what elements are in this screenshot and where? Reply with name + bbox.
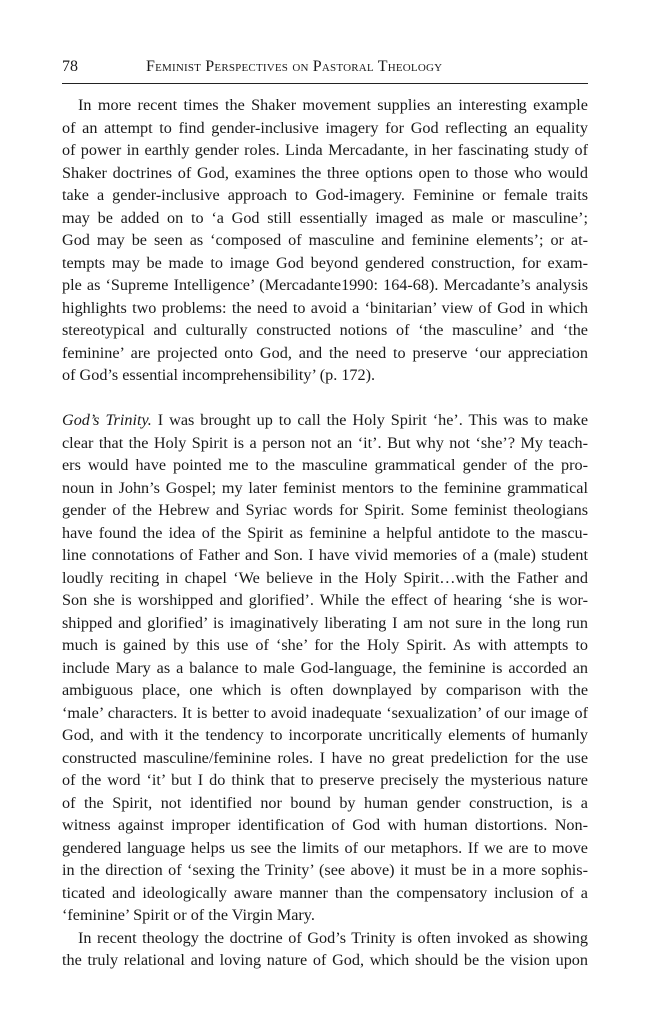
body-text bbox=[62, 94, 588, 972]
text-line: of power in earthly gender roles. Linda Mercadante, in her fascinating study of bbox=[62, 141, 588, 159]
paragraph-recent-theology bbox=[62, 927, 588, 972]
text-line: loudly reciting in chapel ‘We believe in the Holy Spirit…with the Father and bbox=[62, 568, 588, 587]
text-line: Shaker doctrines of God, examines the three options open to those who would bbox=[62, 163, 588, 182]
section-run-in-heading: God’s Trinity. bbox=[62, 411, 152, 429]
text-line: noun in John’s Gospel; my later feminist mentors to the feminine grammatical bbox=[62, 478, 588, 497]
text-line: the truly relational and loving nature of God, which should be the vision upon bbox=[62, 951, 588, 969]
text-line: of the word ‘it’ but I do think that to preserve precisely the mysterious nature bbox=[62, 771, 588, 789]
text-line: much is gained by this use of ‘she’ for the Holy Spirit. As with attempts to bbox=[62, 636, 588, 654]
text-line-rest: I was brought up to call the Holy Spirit ‘he’. This was to make bbox=[151, 411, 589, 429]
text-line: take a gender-inclusive approach to God-imagery. Feminine or female traits bbox=[62, 186, 588, 204]
text-line: Son she is worshipped and glorified’. While the effect of hearing ‘she is wor- bbox=[62, 591, 588, 609]
text-line: gendered language helps us see the limits of our metaphors. If we are to move bbox=[62, 838, 588, 857]
text-line: highlights two problems: the need to avoid a ‘binitarian’ view of God in which bbox=[62, 298, 588, 317]
text-line: ‘feminine’ Spirit or of the Virgin Mary. bbox=[62, 906, 315, 924]
header-rule bbox=[62, 83, 588, 84]
text-line: of God’s essential incomprehensibility’ (p. 172). bbox=[62, 366, 376, 384]
text-line: God may be seen as ‘composed of masculine and feminine elements’; or at- bbox=[62, 231, 588, 249]
paragraph-gods-trinity bbox=[62, 409, 588, 927]
text-line: include Mary as a balance to male God-language, the feminine is accorded an bbox=[62, 658, 588, 677]
text-line bbox=[62, 409, 588, 432]
text-line: constructed masculine/feminine roles. I have no great predeliction for the use bbox=[62, 748, 588, 767]
text-line: witness against improper identification of God with human distortions. Non- bbox=[62, 816, 588, 834]
page-header bbox=[62, 58, 588, 82]
running-head: Feminist Perspectives on Pastoral Theology bbox=[146, 58, 443, 75]
text-line: gender of the Hebrew and Syriac words for Spirit. Some feminist theologians bbox=[62, 501, 588, 519]
text-line: ‘male’ characters. It is better to avoid inadequate ‘sexualization’ of our image of bbox=[62, 703, 588, 722]
paragraph-gap bbox=[62, 387, 588, 410]
text-line: clear that the Holy Spirit is a person not an ‘it’. But why not ‘she’? My teach- bbox=[62, 433, 588, 452]
text-line: shipped and glorified’ is imaginatively liberating I am not sure in the long run bbox=[62, 613, 588, 632]
text-line: ambiguous place, one which is often downplayed by comparison with the bbox=[62, 681, 588, 699]
text-line: ticated and ideologically aware manner than the compensatory inclusion of a bbox=[62, 883, 588, 902]
text-line: feminine’ are projected onto God, and the need to preserve ‘our appreciation bbox=[62, 343, 588, 362]
text-line: of the Spirit, not identified nor bound by human gender construction, is a bbox=[62, 793, 588, 812]
text-line: stereotypical and culturally constructed notions of ‘the masculine’ and ‘the bbox=[62, 321, 588, 339]
text-line: In more recent times the Shaker movement supplies an interesting example bbox=[78, 96, 588, 114]
text-line: God, and with it the tendency to incorporate uncritically elements of humanly bbox=[62, 726, 588, 744]
page-number: 78 bbox=[62, 58, 78, 75]
text-line: line connotations of Father and Son. I have vivid memories of a (male) student bbox=[62, 546, 588, 564]
text-line: may be added on to ‘a God still essentially imaged as male or masculine’; bbox=[62, 208, 588, 227]
text-line: of an attempt to find gender-inclusive imagery for God reflecting an equality bbox=[62, 118, 588, 137]
text-line: In recent theology the doctrine of God’s Trinity is often invoked as showing bbox=[78, 928, 588, 947]
text-line: ple as ‘Supreme Intelligence’ (Mercadante1990: 164-68). Mercadante’s analysis bbox=[62, 276, 588, 294]
text-line: tempts may be made to image God beyond gendered construction, for exam- bbox=[62, 253, 588, 272]
text-line: ers would have pointed me to the masculine grammatical gender of the pro- bbox=[62, 456, 588, 474]
text-line: have found the idea of the Spirit as feminine a helpful antidote to the mascu- bbox=[62, 523, 588, 542]
paragraph-shaker bbox=[62, 94, 588, 387]
text-line: in the direction of ‘sexing the Trinity’ (see above) it must be in a more sophis- bbox=[62, 861, 588, 879]
